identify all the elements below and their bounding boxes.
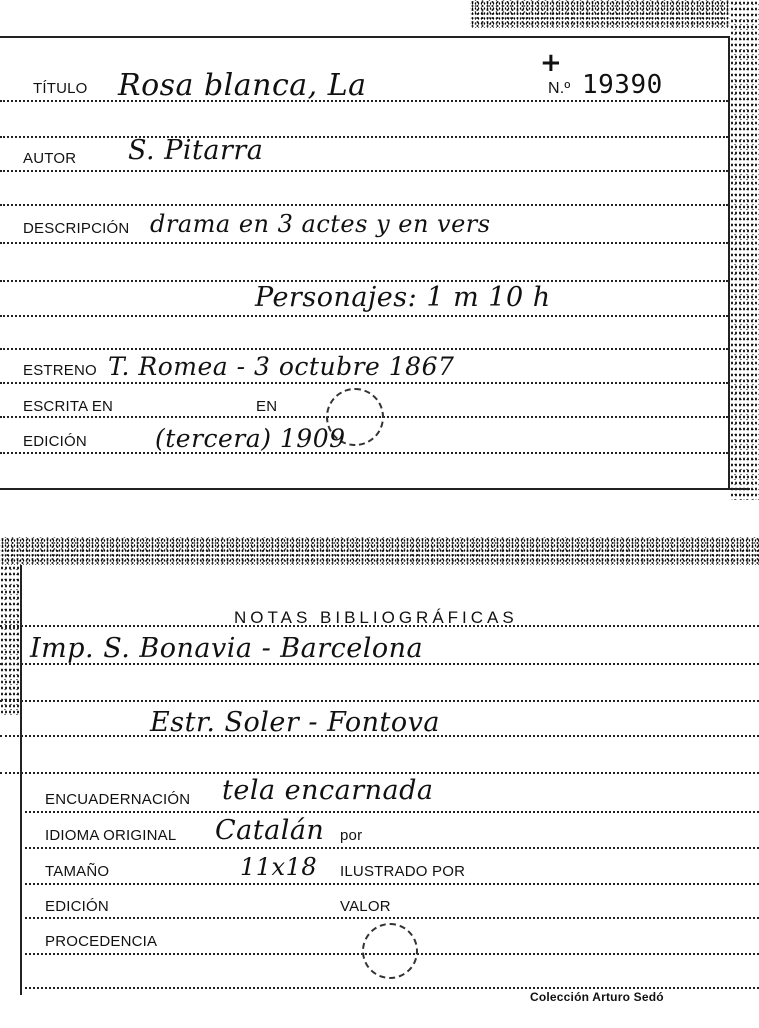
estreno-label: ESTRENO: [23, 362, 97, 379]
card-left-border-back: [20, 565, 22, 995]
autor-label: AUTOR: [23, 150, 77, 167]
edicion-value: (tercera) 1909: [155, 424, 346, 453]
note-line-2: Estr. Soler - Fontova: [150, 707, 440, 738]
tamano-label: TAMAÑO: [45, 863, 110, 880]
descripcion-rule: [0, 242, 728, 244]
rule-3: [0, 204, 728, 206]
estreno-rule: [0, 382, 728, 384]
tamano-value: 11x18: [240, 853, 318, 881]
estreno-value: T. Romea - 3 octubre 1867: [108, 352, 455, 381]
rule-7: [0, 348, 728, 350]
catalog-card-front: [0, 0, 759, 500]
encuadernacion-label: ENCUADERNACIÓN: [45, 791, 191, 808]
scan-noise-left-back: [0, 565, 22, 715]
note-rule-4: [0, 772, 759, 774]
edicion-rule: [0, 452, 728, 454]
note-rule-2: [0, 700, 759, 702]
valor-label: VALOR: [340, 898, 391, 915]
rule-2: [0, 136, 728, 138]
tamano-rule: [20, 883, 759, 885]
idioma-value: Catalán: [215, 815, 325, 846]
card-right-border: [728, 36, 730, 488]
stamp-circle-back: [362, 923, 418, 979]
numero-value: 19390: [582, 70, 663, 100]
descripcion-label: DESCRIPCIÓN: [23, 220, 130, 237]
encuadernacion-value: tela encarnada: [222, 775, 434, 806]
encuadernacion-rule: [20, 811, 759, 813]
note-rule-3: [0, 735, 759, 737]
escrita-label: ESCRITA EN: [23, 398, 114, 415]
numero-label: N.º: [548, 80, 571, 97]
edicion-back-rule: [20, 917, 759, 919]
autor-value: S. Pitarra: [128, 135, 264, 166]
procedencia-label: PROCEDENCIA: [45, 933, 158, 950]
coleccion-credit: Colección Arturo Sedó: [530, 990, 664, 1004]
note-rule-1: [0, 663, 759, 665]
card-bottom-rule-back: [20, 987, 759, 989]
en-label: EN: [256, 398, 278, 415]
scan-noise-top: [470, 0, 759, 28]
note-line-1: Imp. S. Bonavia - Barcelona: [30, 633, 424, 664]
titulo-value: Rosa blanca, La: [118, 68, 367, 103]
card-top-border: [0, 36, 730, 38]
autor-rule: [0, 170, 728, 172]
card-bottom-border: [0, 488, 750, 490]
catalog-card-back: [0, 535, 759, 1028]
notas-heading: NOTAS BIBLIOGRÁFICAS: [234, 608, 518, 627]
cross-mark: +: [540, 48, 562, 78]
idioma-rule: [20, 847, 759, 849]
scan-noise-right: [730, 0, 759, 500]
rule-5: [0, 280, 728, 282]
personajes-rule: [0, 315, 728, 317]
idioma-label: IDIOMA ORIGINAL: [45, 827, 177, 844]
edicion-back-label: EDICIÓN: [45, 898, 109, 915]
heading-rule: [0, 625, 759, 627]
edicion-label: EDICIÓN: [23, 433, 87, 450]
personajes-value: Personajes: 1 m 10 h: [255, 282, 551, 313]
titulo-rule: [0, 100, 728, 102]
ilustrado-label: ILUSTRADO POR: [340, 863, 466, 880]
titulo-label: TÍTULO: [33, 80, 88, 97]
descripcion-value: drama en 3 actes y en vers: [150, 210, 491, 238]
scan-noise-top-back: [0, 537, 759, 565]
por-label: por: [340, 827, 363, 844]
